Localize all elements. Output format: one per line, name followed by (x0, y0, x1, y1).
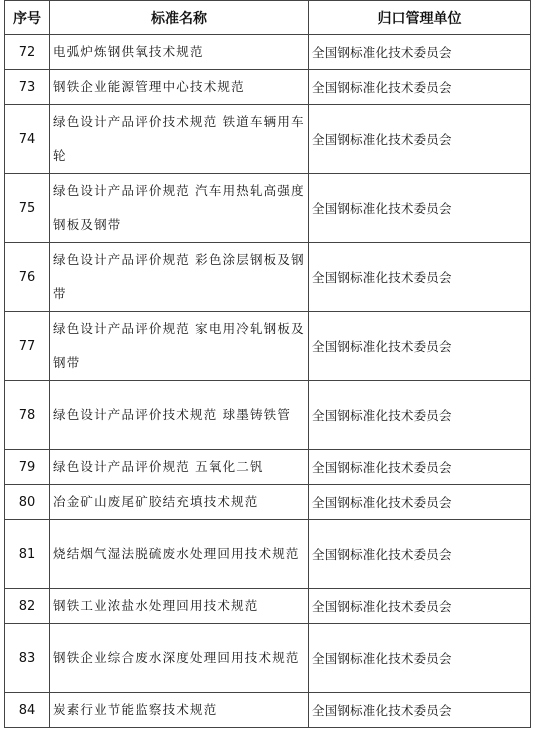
row-num: 82 (5, 589, 50, 624)
row-name: 绿色设计产品评价规范 家电用冷轧钢板及钢带 (50, 312, 309, 381)
row-org: 全国钢标准化技术委员会 (309, 589, 531, 624)
row-name: 绿色设计产品评价技术规范 铁道车辆用车轮 (50, 105, 309, 174)
row-name: 钢铁企业综合废水深度处理回用技术规范 (50, 624, 309, 693)
row-org: 全国钢标准化技术委员会 (309, 450, 531, 485)
row-org: 全国钢标准化技术委员会 (309, 624, 531, 693)
header-name: 标准名称 (50, 1, 309, 35)
table-row (5, 70, 531, 105)
standards-table-page (4, 0, 530, 728)
row-num: 73 (5, 70, 50, 105)
row-num: 78 (5, 381, 50, 450)
row-org: 全国钢标准化技术委员会 (309, 485, 531, 520)
row-name: 冶金矿山废尾矿胶结充填技术规范 (50, 485, 309, 520)
row-name: 绿色设计产品评价技术规范 球墨铸铁管 (50, 381, 309, 450)
table-row (5, 520, 531, 589)
header-org: 归口管理单位 (309, 1, 531, 35)
row-org: 全国钢标准化技术委员会 (309, 105, 531, 174)
row-num: 81 (5, 520, 50, 589)
row-name: 绿色设计产品评价规范 五氧化二钒 (50, 450, 309, 485)
table-row (5, 174, 531, 243)
table-row (5, 624, 531, 693)
row-org: 全国钢标准化技术委员会 (309, 520, 531, 589)
row-num: 74 (5, 105, 50, 174)
row-org: 全国钢标准化技术委员会 (309, 35, 531, 70)
row-org: 全国钢标准化技术委员会 (309, 693, 531, 728)
standards-table (4, 0, 531, 728)
row-num: 75 (5, 174, 50, 243)
row-name: 绿色设计产品评价规范 汽车用热轧高强度钢板及钢带 (50, 174, 309, 243)
table-row (5, 693, 531, 728)
row-num: 83 (5, 624, 50, 693)
row-num: 79 (5, 450, 50, 485)
table-row (5, 105, 531, 174)
row-org: 全国钢标准化技术委员会 (309, 312, 531, 381)
table-row (5, 485, 531, 520)
table-body (5, 35, 531, 728)
row-num: 77 (5, 312, 50, 381)
row-name: 电弧炉炼钢供氧技术规范 (50, 35, 309, 70)
row-name: 钢铁企业能源管理中心技术规范 (50, 70, 309, 105)
table-row (5, 35, 531, 70)
row-org: 全国钢标准化技术委员会 (309, 174, 531, 243)
table-row (5, 243, 531, 312)
row-num: 72 (5, 35, 50, 70)
row-num: 84 (5, 693, 50, 728)
table-row (5, 589, 531, 624)
row-org: 全国钢标准化技术委员会 (309, 243, 531, 312)
row-name: 钢铁工业浓盐水处理回用技术规范 (50, 589, 309, 624)
row-name: 炭素行业节能监察技术规范 (50, 693, 309, 728)
table-header-row (5, 1, 531, 35)
row-name: 烧结烟气湿法脱硫废水处理回用技术规范 (50, 520, 309, 589)
row-org: 全国钢标准化技术委员会 (309, 381, 531, 450)
table-row (5, 381, 531, 450)
row-num: 80 (5, 485, 50, 520)
row-name: 绿色设计产品评价规范 彩色涂层钢板及钢带 (50, 243, 309, 312)
row-org: 全国钢标准化技术委员会 (309, 70, 531, 105)
header-num: 序号 (5, 1, 50, 35)
table-row (5, 312, 531, 381)
row-num: 76 (5, 243, 50, 312)
table-row (5, 450, 531, 485)
